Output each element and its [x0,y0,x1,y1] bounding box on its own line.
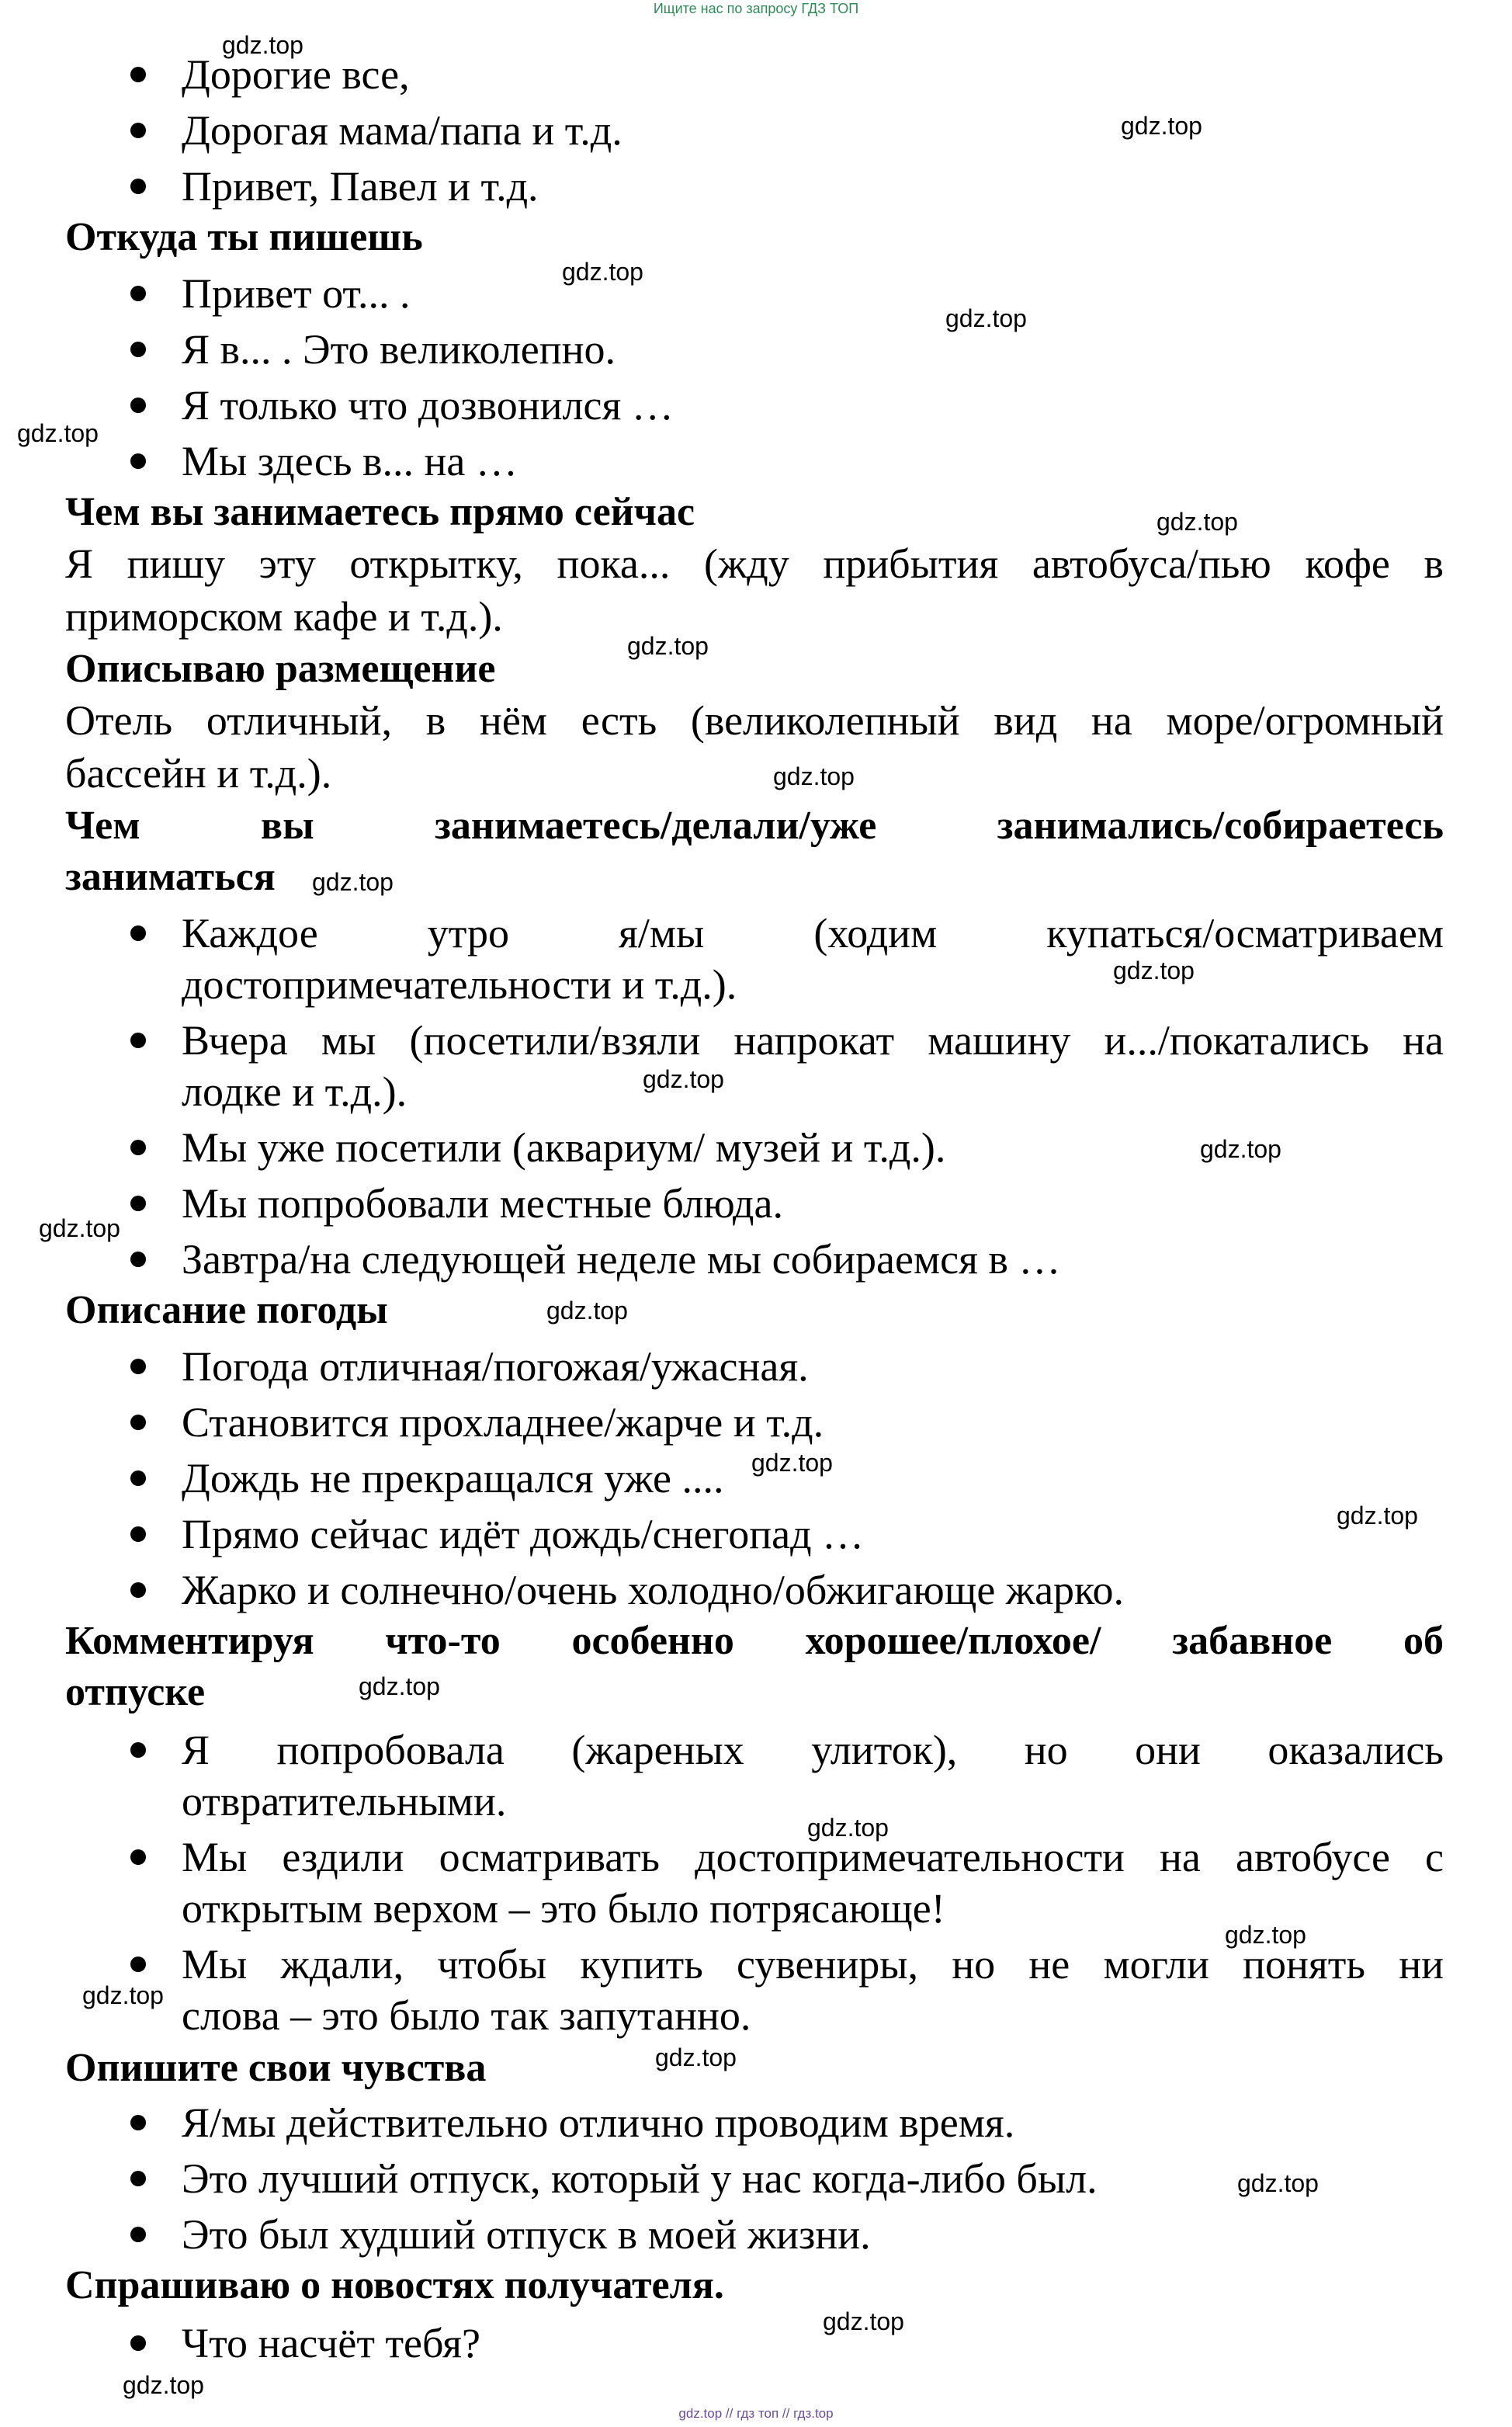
list-item-cont: открытым верхом – это было потрясающе! [182,1885,945,1932]
watermark: gdz.top [643,1065,724,1093]
list-item-cont: отвратительными. [182,1778,507,1825]
bullet-dot [130,286,146,301]
list-item: Прямо сейчас идёт дождь/снегопад … [182,1511,865,1557]
watermark: gdz.top [39,1214,120,1242]
bullet-dot [130,1359,146,1374]
bullet-dot [130,67,146,82]
bullet-dot [130,1140,146,1155]
section-heading-activities-cont: заниматься [65,855,276,899]
list-item: Мы ждали, чтобы купить сувениры, но не могли понять ни [182,1941,1444,1988]
list-item: Привет, Павел и т.д. [182,163,539,210]
list-item: Я/мы действительно отлично проводим время. [182,2099,1015,2146]
bullet-dot [130,1582,146,1598]
watermark: gdz.top [807,1814,889,1842]
section-heading-feelings: Опишите свои чувства [65,2046,487,2090]
list-item: Это был худший отпуск в моей жизни. [182,2211,871,2258]
list-item-cont: лодке и т.д.). [182,1068,407,1115]
bullet-dot [130,2115,146,2130]
list-item: Дождь не прекращался уже .... [182,1455,724,1502]
watermark: gdz.top [1113,957,1195,984]
list-item-cont: достопримечательности и т.д.). [182,961,737,1008]
watermark: gdz.top [1225,1921,1306,1949]
bullet-dot [130,179,146,194]
list-item: Дорогие все, [182,51,410,98]
bullet-dot [130,2227,146,2242]
list-item: Я только что дозвонился … [182,382,674,429]
list-item: Дорогая мама/папа и т.д. [182,107,622,154]
bullet-dot [130,2335,146,2351]
bullet-dot [130,342,146,357]
bullet-dot [130,1470,146,1486]
watermark: gdz.top [359,1672,440,1700]
list-item: Я в... . Это великолепно. [182,326,616,373]
watermark: gdz.top [562,258,643,286]
watermark: gdz.top [627,632,709,660]
section-heading-comment: Комментируя что-то особенно хорошее/плохое/ забавное об [65,1619,1444,1663]
bullet-dot [130,453,146,469]
watermark: gdz.top [1121,112,1202,140]
section-heading-now: Чем вы занимаетесь прямо сейчас [65,490,695,534]
watermark: gdz.top [773,762,855,790]
bullet-dot [130,1849,146,1865]
watermark: gdz.top [82,1981,164,2009]
bullet-dot [130,123,146,138]
section-heading-accommodation: Описываю размещение [65,647,496,691]
watermark: gdz.top [1237,2169,1319,2197]
list-item: Мы ездили осматривать достопримечательности на автобусе с [182,1834,1444,1880]
paragraph-line: Я пишу эту открытку, пока... (жду прибытия автобуса/пью кофе в [65,540,1444,587]
bullet-dot [130,398,146,413]
list-item: Мы попробовали местные блюда. [182,1180,783,1227]
watermark: gdz.top [312,868,394,896]
list-item: Вчера мы (посетили/взяли напрокат машину и.../покатались на [182,1017,1444,1064]
watermark: gdz.top [222,31,303,59]
list-item: Что насчёт тебя? [182,2320,480,2366]
bullet-dot [130,1415,146,1430]
list-item: Мы уже посетили (аквариум/ музей и т.д.). [182,1124,946,1171]
bottom-banner: gdz.top // гдз топ // гдз.top [678,2406,834,2421]
watermark: gdz.top [945,304,1027,332]
top-banner: Ищите нас по запросу ГДЗ ТОП [653,1,859,16]
list-item: Погода отличная/погожая/ужасная. [182,1343,809,1390]
list-item: Мы здесь в... на … [182,438,518,484]
watermark: gdz.top [1200,1135,1281,1163]
bullet-dot [130,925,146,941]
watermark: gdz.top [17,419,99,447]
bullet-dot [130,1957,146,1972]
list-item: Это лучший отпуск, который у нас когда-либо был. [182,2155,1098,2202]
paragraph-line: приморском кафе и т.д.). [65,593,503,640]
bullet-dot [130,2171,146,2186]
watermark: gdz.top [655,2043,737,2071]
bullet-dot [130,1252,146,1267]
list-item: Привет от... . [182,270,411,317]
bullet-dot [130,1526,146,1542]
watermark: gdz.top [123,2371,204,2399]
watermark: gdz.top [751,1449,833,1477]
paragraph-line: бассейн и т.д.). [65,750,332,797]
watermark: gdz.top [546,1297,628,1325]
watermark: gdz.top [1157,508,1238,536]
list-item-cont: слова – это было так запутанно. [182,1992,751,2039]
watermark: gdz.top [823,2307,904,2335]
watermark: gdz.top [1337,1502,1418,1529]
section-heading-from: Откуда ты пишешь [65,215,423,259]
section-heading-news: Спрашиваю о новостях получателя. [65,2263,724,2307]
list-item: Каждое утро я/мы (ходим купаться/осматриваем [182,910,1444,957]
section-heading-comment-cont: отпуске [65,1670,206,1714]
list-item: Жарко и солнечно/очень холодно/обжигающе жарко. [182,1567,1125,1613]
bullet-dot [130,1196,146,1211]
list-item: Завтра/на следующей неделе мы собираемся в … [182,1236,1061,1283]
list-item: Становится прохладнее/жарче и т.д. [182,1399,824,1446]
section-heading-weather: Описание погоды [65,1288,388,1332]
section-heading-activities: Чем вы занимаетесь/делали/уже занимались/собираетесь [65,804,1444,848]
list-item: Я попробовала (жареных улиток), но они оказались [182,1727,1444,1773]
bullet-dot [130,1742,146,1758]
paragraph-line: Отель отличный, в нём есть (великолепный вид на море/огромный [65,697,1444,744]
bullet-dot [130,1033,146,1048]
